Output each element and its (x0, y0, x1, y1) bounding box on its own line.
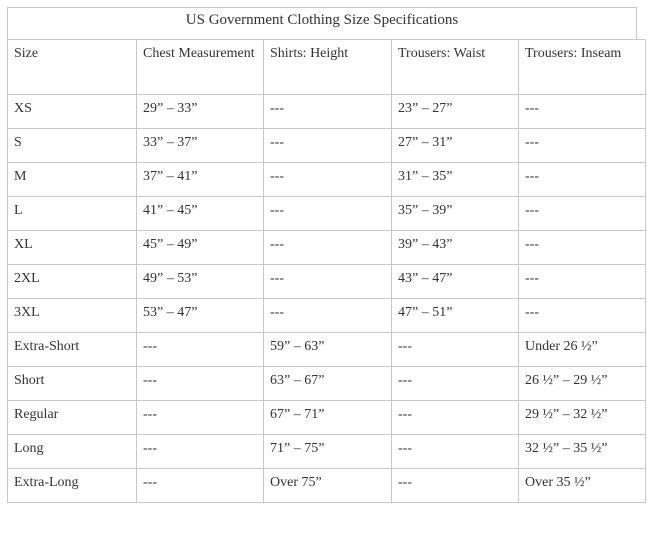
trousers-inseam-cell: 26 ½” – 29 ½” (519, 367, 646, 401)
trousers-waist-cell: 47” – 51” (392, 299, 519, 333)
chest-cell: 53” – 47” (137, 299, 264, 333)
table-row (8, 197, 646, 231)
size-cell: Regular (8, 401, 137, 435)
trousers-inseam-cell: 32 ½” – 35 ½” (519, 435, 646, 469)
size-cell: 3XL (8, 299, 137, 333)
shirts-height-cell: Over 75” (264, 469, 392, 503)
trousers-waist-cell: --- (392, 469, 519, 503)
size-cell: 2XL (8, 265, 137, 299)
table-row (8, 265, 646, 299)
trousers-waist-cell: --- (392, 435, 519, 469)
chest-cell: --- (137, 367, 264, 401)
chest-cell: 49” – 53” (137, 265, 264, 299)
chest-cell: --- (137, 469, 264, 503)
table-row (8, 367, 646, 401)
trousers-waist-cell: 35” – 39” (392, 197, 519, 231)
size-spec-table (7, 39, 646, 503)
shirts-height-cell: --- (264, 299, 392, 333)
trousers-inseam-cell: --- (519, 197, 646, 231)
size-cell: M (8, 163, 137, 197)
shirts-height-cell: 71” – 75” (264, 435, 392, 469)
shirts-height-cell: --- (264, 265, 392, 299)
header-shirts-height: Shirts: Height (264, 40, 392, 95)
table-row (8, 231, 646, 265)
chest-cell: 29” – 33” (137, 95, 264, 129)
trousers-inseam-cell: --- (519, 129, 646, 163)
trousers-waist-cell: --- (392, 333, 519, 367)
table-row (8, 163, 646, 197)
table-row (8, 299, 646, 333)
table-row (8, 129, 646, 163)
table-row (8, 401, 646, 435)
chest-cell: --- (137, 401, 264, 435)
table-title: US Government Clothing Size Specifications (7, 7, 637, 39)
shirts-height-cell: 59” – 63” (264, 333, 392, 367)
chest-cell: 45” – 49” (137, 231, 264, 265)
trousers-waist-cell: 27” – 31” (392, 129, 519, 163)
size-cell: Short (8, 367, 137, 401)
shirts-height-cell: 63” – 67” (264, 367, 392, 401)
header-trousers-waist: Trousers: Waist (392, 40, 519, 95)
size-cell: Long (8, 435, 137, 469)
size-cell: XS (8, 95, 137, 129)
header-size: Size (8, 40, 137, 95)
trousers-inseam-cell: Under 26 ½” (519, 333, 646, 367)
trousers-waist-cell: --- (392, 367, 519, 401)
trousers-inseam-cell: --- (519, 265, 646, 299)
trousers-waist-cell: 31” – 35” (392, 163, 519, 197)
trousers-waist-cell: 39” – 43” (392, 231, 519, 265)
table-row (8, 435, 646, 469)
shirts-height-cell: --- (264, 231, 392, 265)
table-row (8, 333, 646, 367)
trousers-waist-cell: 23” – 27” (392, 95, 519, 129)
size-cell: S (8, 129, 137, 163)
shirts-height-cell: --- (264, 163, 392, 197)
chest-cell: 37” – 41” (137, 163, 264, 197)
header-trousers-inseam: Trousers: Inseam (519, 40, 646, 95)
trousers-inseam-cell: --- (519, 163, 646, 197)
shirts-height-cell: --- (264, 129, 392, 163)
chest-cell: --- (137, 435, 264, 469)
header-chest: Chest Measurement (137, 40, 264, 95)
size-cell: Extra-Long (8, 469, 137, 503)
size-cell: XL (8, 231, 137, 265)
trousers-waist-cell: --- (392, 401, 519, 435)
chest-cell: 41” – 45” (137, 197, 264, 231)
trousers-inseam-cell: 29 ½” – 32 ½” (519, 401, 646, 435)
shirts-height-cell: --- (264, 197, 392, 231)
size-cell: Extra-Short (8, 333, 137, 367)
shirts-height-cell: --- (264, 95, 392, 129)
header-row (8, 40, 646, 95)
chest-cell: 33” – 37” (137, 129, 264, 163)
trousers-inseam-cell: --- (519, 231, 646, 265)
shirts-height-cell: 67” – 71” (264, 401, 392, 435)
trousers-inseam-cell: Over 35 ½” (519, 469, 646, 503)
trousers-inseam-cell: --- (519, 299, 646, 333)
table-row (8, 95, 646, 129)
chest-cell: --- (137, 333, 264, 367)
trousers-inseam-cell: --- (519, 95, 646, 129)
table-row (8, 469, 646, 503)
size-cell: L (8, 197, 137, 231)
trousers-waist-cell: 43” – 47” (392, 265, 519, 299)
